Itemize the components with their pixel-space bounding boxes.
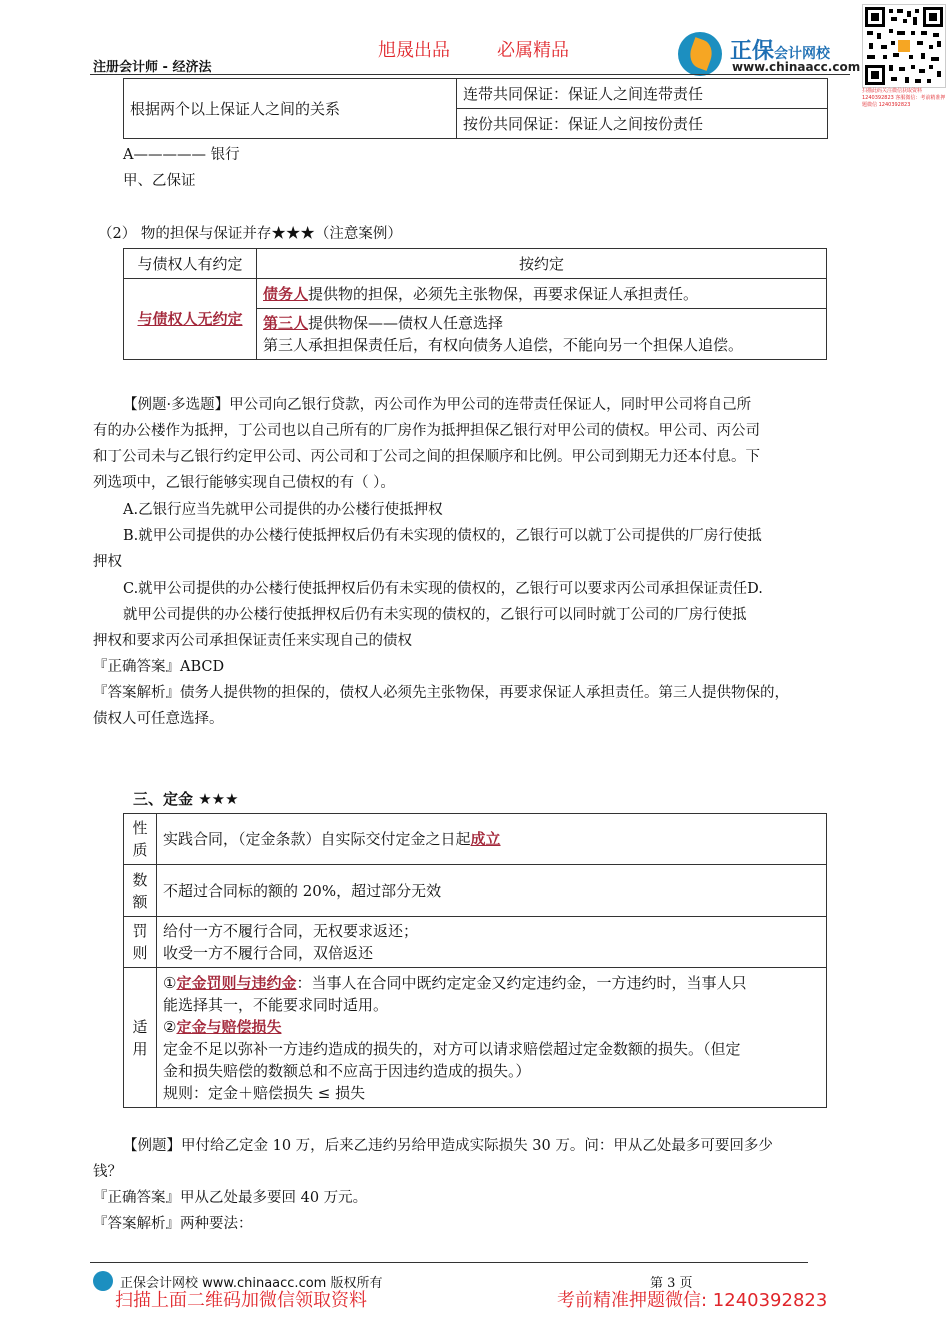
table3-row4-line1	[163, 972, 820, 994]
footer-page-number: 第 3 页	[650, 1276, 693, 1291]
table3-row4-text1: ：当事人在合同中既约定定金又约定违约金，一方违约时，当事人只	[296, 973, 747, 992]
table2-row2-cell	[257, 309, 827, 360]
section3-title: 三、定金 ★★★	[133, 790, 239, 808]
table3-row1-keyword: 成立	[470, 830, 501, 848]
example1-line-1: 【例题·多选题】甲公司向乙银行贷款，丙公司作为甲公司的连带责任保证人，同时甲公司将自己所	[123, 397, 752, 413]
note-line-1: A————— 银行	[123, 147, 240, 163]
footer-logo-icon	[93, 1271, 113, 1291]
example1-analysis-line1: 『答案解析』债务人提供物的担保的，债权人必须先主张物保，再要求保证人承担责任。第三人提供物保的，	[93, 685, 789, 701]
table2-row2-keyword: 第三人	[263, 314, 309, 332]
table3-row3-line2: 收受一方不履行合同，双倍返还	[163, 944, 374, 962]
example1-answer: 『正确答案』ABCD	[93, 659, 225, 675]
header-subject: 注册会计师 - 经济法	[93, 60, 212, 75]
table3-row3-cell	[157, 917, 827, 968]
table3-row4-keyword1: 定金罚则与违约金	[176, 973, 297, 992]
table3-row4-num2: ②	[163, 1017, 177, 1036]
header-slogan-left: 旭晟出品	[378, 40, 450, 61]
table3-row4-line4: 定金不足以弥补一方违约造成的损失的，对方可以请求赔偿超过定金数额的损失。（但定	[163, 1039, 741, 1058]
table1-left-cell: 根据两个以上保证人之间的关系	[124, 79, 457, 139]
table3-row4-keyword2: 定金与赔偿损失	[176, 1017, 282, 1036]
table2-header-2: 按约定	[257, 249, 827, 279]
example1-option-b-line2: 押权	[93, 554, 122, 570]
table3-row3-line1: 给付一方不履行合同，无权要求返还；	[163, 922, 419, 940]
guarantor-relation-table	[123, 78, 828, 139]
example1-option-d-line1: 就甲公司提供的办公楼行使抵押权后仍有未实现的债权的，乙银行可以同时就丁公司的厂房行使抵	[123, 607, 747, 623]
table2-left-cell	[124, 279, 257, 360]
deposit-table	[123, 813, 827, 1108]
collateral-guarantee-table	[123, 248, 827, 360]
example2-line-2: 钱？	[93, 1164, 122, 1180]
table3-row2-label: 数额	[124, 865, 157, 917]
example1-option-a: A.乙银行应当先就甲公司提供的办公楼行使抵押权	[123, 502, 443, 518]
logo-name-main: 正保	[730, 39, 775, 64]
example2-analysis: 『答案解析』两种要法：	[93, 1216, 253, 1232]
table1-row2-cell: 按份共同保证：保证人之间按份责任	[457, 109, 828, 139]
logo-name-sub: 会计网校	[774, 46, 831, 62]
qr-caption: 扫描此码关注微信获取资料 1240392823 客服微信：考前精准押题微信 1240392823	[862, 88, 946, 108]
footer-divider	[90, 1262, 808, 1263]
table3-row4-line6: 规则：定金＋赔偿损失 ≤ 损失	[163, 1083, 366, 1102]
example1-line-3: 和丁公司未与乙银行约定甲公司、丙公司和丁公司之间的担保顺序和比例。甲公司到期无力还本付息。下	[93, 449, 760, 465]
footer-copyright: 正保会计网校 www.chinaacc.com 版权所有	[120, 1276, 383, 1291]
table3-row4-line3	[163, 1016, 820, 1038]
table3-row1-label: 性质	[124, 814, 157, 865]
table2-left-label: 与债权人无约定	[137, 310, 243, 328]
promo-right: 考前精准押题微信: 1240392823	[557, 1290, 828, 1311]
example1-option-b-line1: B.就甲公司提供的办公楼行使抵押权后仍有未实现的债权的，乙银行可以就丁公司提供的厂房行使抵	[123, 528, 762, 544]
example1-option-c: C.就甲公司提供的办公楼行使抵押权后仍有未实现的债权的，乙银行可以要求丙公司承担保证责任D.	[123, 581, 763, 597]
table3-row3-label: 罚则	[124, 917, 157, 968]
table3-row4-line5: 金和损失赔偿的数额总和不应高于因违约造成的损失。）	[163, 1061, 531, 1080]
header-divider	[90, 74, 850, 75]
table3-row2-cell: 不超过合同标的额的 20%，超过部分无效	[157, 865, 827, 917]
promo-left: 扫描上面二维码加微信领取资料	[115, 1290, 367, 1311]
table2-row2-line1	[263, 312, 820, 334]
example1-analysis-line2: 债权人可任意选择。	[93, 711, 224, 727]
table3-row1-text: 实践合同，（定金条款）自实际交付定金之日起	[163, 830, 471, 848]
table2-row2-line2: 第三人承担担保责任后，有权向债务人追偿，不能向另一个担保人追偿。	[263, 336, 744, 354]
logo-url: www.chinaacc.com	[732, 60, 861, 74]
table2-row1-text: 提供物的担保，必须先主张物保，再要求保证人承担责任。	[308, 284, 699, 303]
example2-answer: 『正确答案』甲从乙处最多要回 40 万元。	[93, 1190, 368, 1206]
example1-option-d-line2: 押权和要求丙公司承担保证责任来实现自己的债权	[93, 633, 412, 649]
table2-row1-keyword: 债务人	[263, 284, 309, 303]
qr-code-icon	[862, 4, 946, 88]
table2-header-1: 与债权人有约定	[124, 249, 257, 279]
table3-row4-line2: 能选择其一，不能要求同时适用。	[163, 995, 389, 1014]
example1-line-2: 有的办公楼作为抵押，丁公司也以自己所有的厂房作为抵押担保乙银行对甲公司的债权。甲公司、丙公司	[93, 423, 760, 439]
example2-line-1: 【例题】甲付给乙定金 10 万，后来乙违约另给甲造成实际损失 30 万。问：甲从乙处最多可要回多少	[123, 1138, 773, 1154]
table3-row4-num1: ①	[163, 973, 177, 992]
example1-line-4: 列选项中，乙银行能够实现自己债权的有（ ）。	[93, 475, 395, 491]
table3-row4-cell	[157, 968, 827, 1108]
table2-row2-text: 提供物保——债权人任意选择	[308, 314, 504, 332]
table3-row1-cell	[157, 814, 827, 865]
table3-row4-label: 适用	[124, 968, 157, 1108]
table2-row1-cell	[257, 279, 827, 309]
section2-title: （2） 物的担保与保证并存★★★（注意案例）	[98, 226, 402, 242]
header-slogan-right: 必属精品	[497, 40, 569, 61]
note-line-2: 甲、乙保证	[123, 173, 196, 189]
table1-row1-cell: 连带共同保证：保证人之间连带责任	[457, 79, 828, 109]
